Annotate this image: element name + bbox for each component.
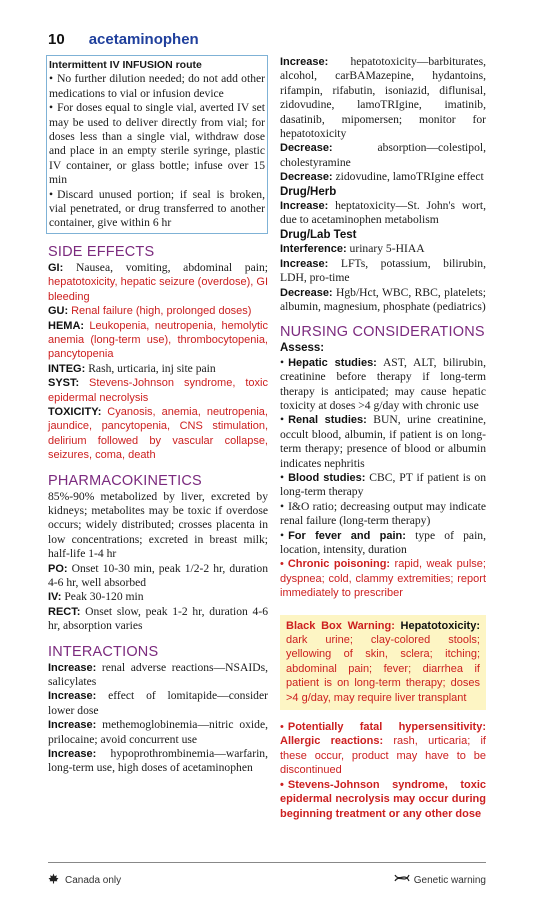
interaction-item: Increase: renal adverse reactions—NSAIDs, salicylates [48,660,268,689]
interaction-item: Decrease: absorption—colestipol, cholestyramine [280,141,486,169]
bbw-title: Black Box Warning: [286,619,395,632]
hypersensitivity-warning: • Potentially fatal hypersensitivity: Allergic reactions: rash, urticaria; if these occur, product may have to be discontinued [280,720,486,778]
pk-intro: 85%-90% metabolized by liver, excreted by kidneys; metabolites may be toxic if overdose occurs; widely distributed; crosses placenta in low concentrations; excreted in breast milk; half-life 1-4 hr [48,489,268,561]
se-gi: GI: Nausea, vomiting, abdominal pain; hepatotoxicity, hepatic seizure (overdose), GI bleeding [48,260,268,303]
interactions-heading: INTERACTIONS [48,643,159,660]
drug-herb-heading: Drug/Herb [280,185,337,198]
interaction-item: Decrease: zidovudine, lamoTRIgine effect [280,170,484,184]
maple-leaf-icon [48,873,59,889]
drug-lab-heading: Drug/Lab Test [280,228,357,241]
right-column [280,55,486,821]
nursing-blood: • Blood studies: CBC, PT if patient is on long-term therapy [280,471,486,500]
genetic-warning-label: Genetic warning [413,874,486,886]
side-effects-heading: SIDE EFFECTS [48,243,155,260]
black-box-warning [280,615,486,710]
assess-label: Assess: [280,342,325,355]
drug-lab-item: Increase: LFTs, potassium, bilirubin, LDH, pro-time [280,256,486,285]
page-header [48,33,199,47]
dna-icon [394,873,410,888]
iv-box-item: • Discard unused portion; if seal is broken, vial penetrated, or drug transferred to another container, give within 6 hr [49,188,265,231]
sjs-warning: • Stevens-Johnson syndrome, toxic epidermal necrolysis may occur during beginning treatment or any other dose [280,778,486,821]
nursing-chronic: • Chronic poisoning: rapid, weak pulse; dyspnea; cold, clammy extremities; report immediately to prescriber [280,557,486,600]
drug-name: acetaminophen [88,31,199,48]
iv-box-item: • No further dilution needed; do not add other medications to vial or infusion device [49,72,265,101]
nursing-fever: • For fever and pain: type of pain, location, intensity, duration [280,529,486,558]
interaction-item: Increase: hypoprothrombinemia—warfarin, long-term use, high doses of acetaminophen [48,747,268,775]
se-syst: SYST: Stevens-Johnson syndrome, toxic epidermal necrolysis [48,377,268,404]
nursing-renal: • Renal studies: BUN, urine creatinine, occult blood, albumin, if patient is on long-term therapy; presence of blood or albumin indicates nephritis [280,413,486,471]
interaction-item: Increase: methemoglobinemia—nitric oxide, prilocaine; avoid concurrent use [48,718,268,746]
page-number: 10 [48,31,65,48]
interaction-item: Increase: effect of lomitapide—consider lower dose [48,689,268,717]
iv-box-title: Intermittent IV INFUSION route [49,59,202,71]
canada-only-label: Canada only [65,875,122,886]
drug-lab-item: Interference: urinary 5-HIAA [280,242,425,256]
left-column [48,55,268,776]
se-gu: GU: Renal failure (high, prolonged doses) [48,305,252,318]
iv-infusion-box [46,55,268,234]
se-toxicity: TOXICITY: Cyanosis, anemia, neutropenia, jaundice, pancytopenia, CNS stimulation, delirium followed by vascular collapse, seizures, coma, death [48,405,268,462]
bbw-text: dark urine; clay-colored stools; yellowing of skin, sclera; itching; abdominal pain; fever; diarrhea if patient is on long-term therapy; doses >4 g/day, may require liver transplant [286,634,480,704]
page-footer [48,862,486,886]
drug-herb-item: Increase: heptatoxicity—St. John's wort, due to acetaminophen metabolism [280,199,486,227]
bbw-bold: Hepatotoxicity: [400,619,480,632]
pharmacokinetics-heading: PHARMACOKINETICS [48,472,202,489]
nursing-io: • I&O ratio; decreasing output may indicate renal failure (long-term therapy) [280,500,486,529]
nursing-hepatic: • Hepatic studies: AST, ALT, bilirubin, creatinine before therapy if long-term therapy is anticipated; may cause hepatic toxicity at doses >4 g/day with chronic use [280,356,486,414]
interaction-item: Increase: hepatotoxicity—barbiturates, alcohol, carBAMazepine, hydantoins, rifampin, rifabutin, isoniazid, diflunisal, zidovudine, lamoTRIgine, imatinib, dasatinib, mipomersen; monitor for hepatotoxicity [280,55,486,141]
nursing-heading: NURSING CONSIDERATIONS [280,324,485,341]
se-integ: INTEG: Rash, urticaria, inj site pain [48,361,216,375]
se-hema: HEMA: Leukopenia, neutropenia, hemolytic anemia (long-term use), thrombocytopenia, pancytopenia [48,319,268,361]
pk-iv: IV: Peak 30-120 min [48,590,144,604]
drug-lab-item: Decrease: Hgb/Hct, WBC, RBC, platelets; albumin, magnesium, phosphate (pediatrics) [280,285,486,313]
iv-box-item: • For doses equal to single vial, averted IV set may be used to deliver directly from vial; for doses less than a single vial, withdraw dose and place in an empty sterile syringe, plastic IV container, or glass bottle; infuse over 15 min [49,101,265,187]
pk-po: PO: Onset 10-30 min, peak 1/2-2 hr, duration 4-6 hr, well absorbed [48,561,268,589]
pk-rect: RECT: Onset slow, peak 1-2 hr, duration 4-6 hr, absorption varies [48,604,268,633]
